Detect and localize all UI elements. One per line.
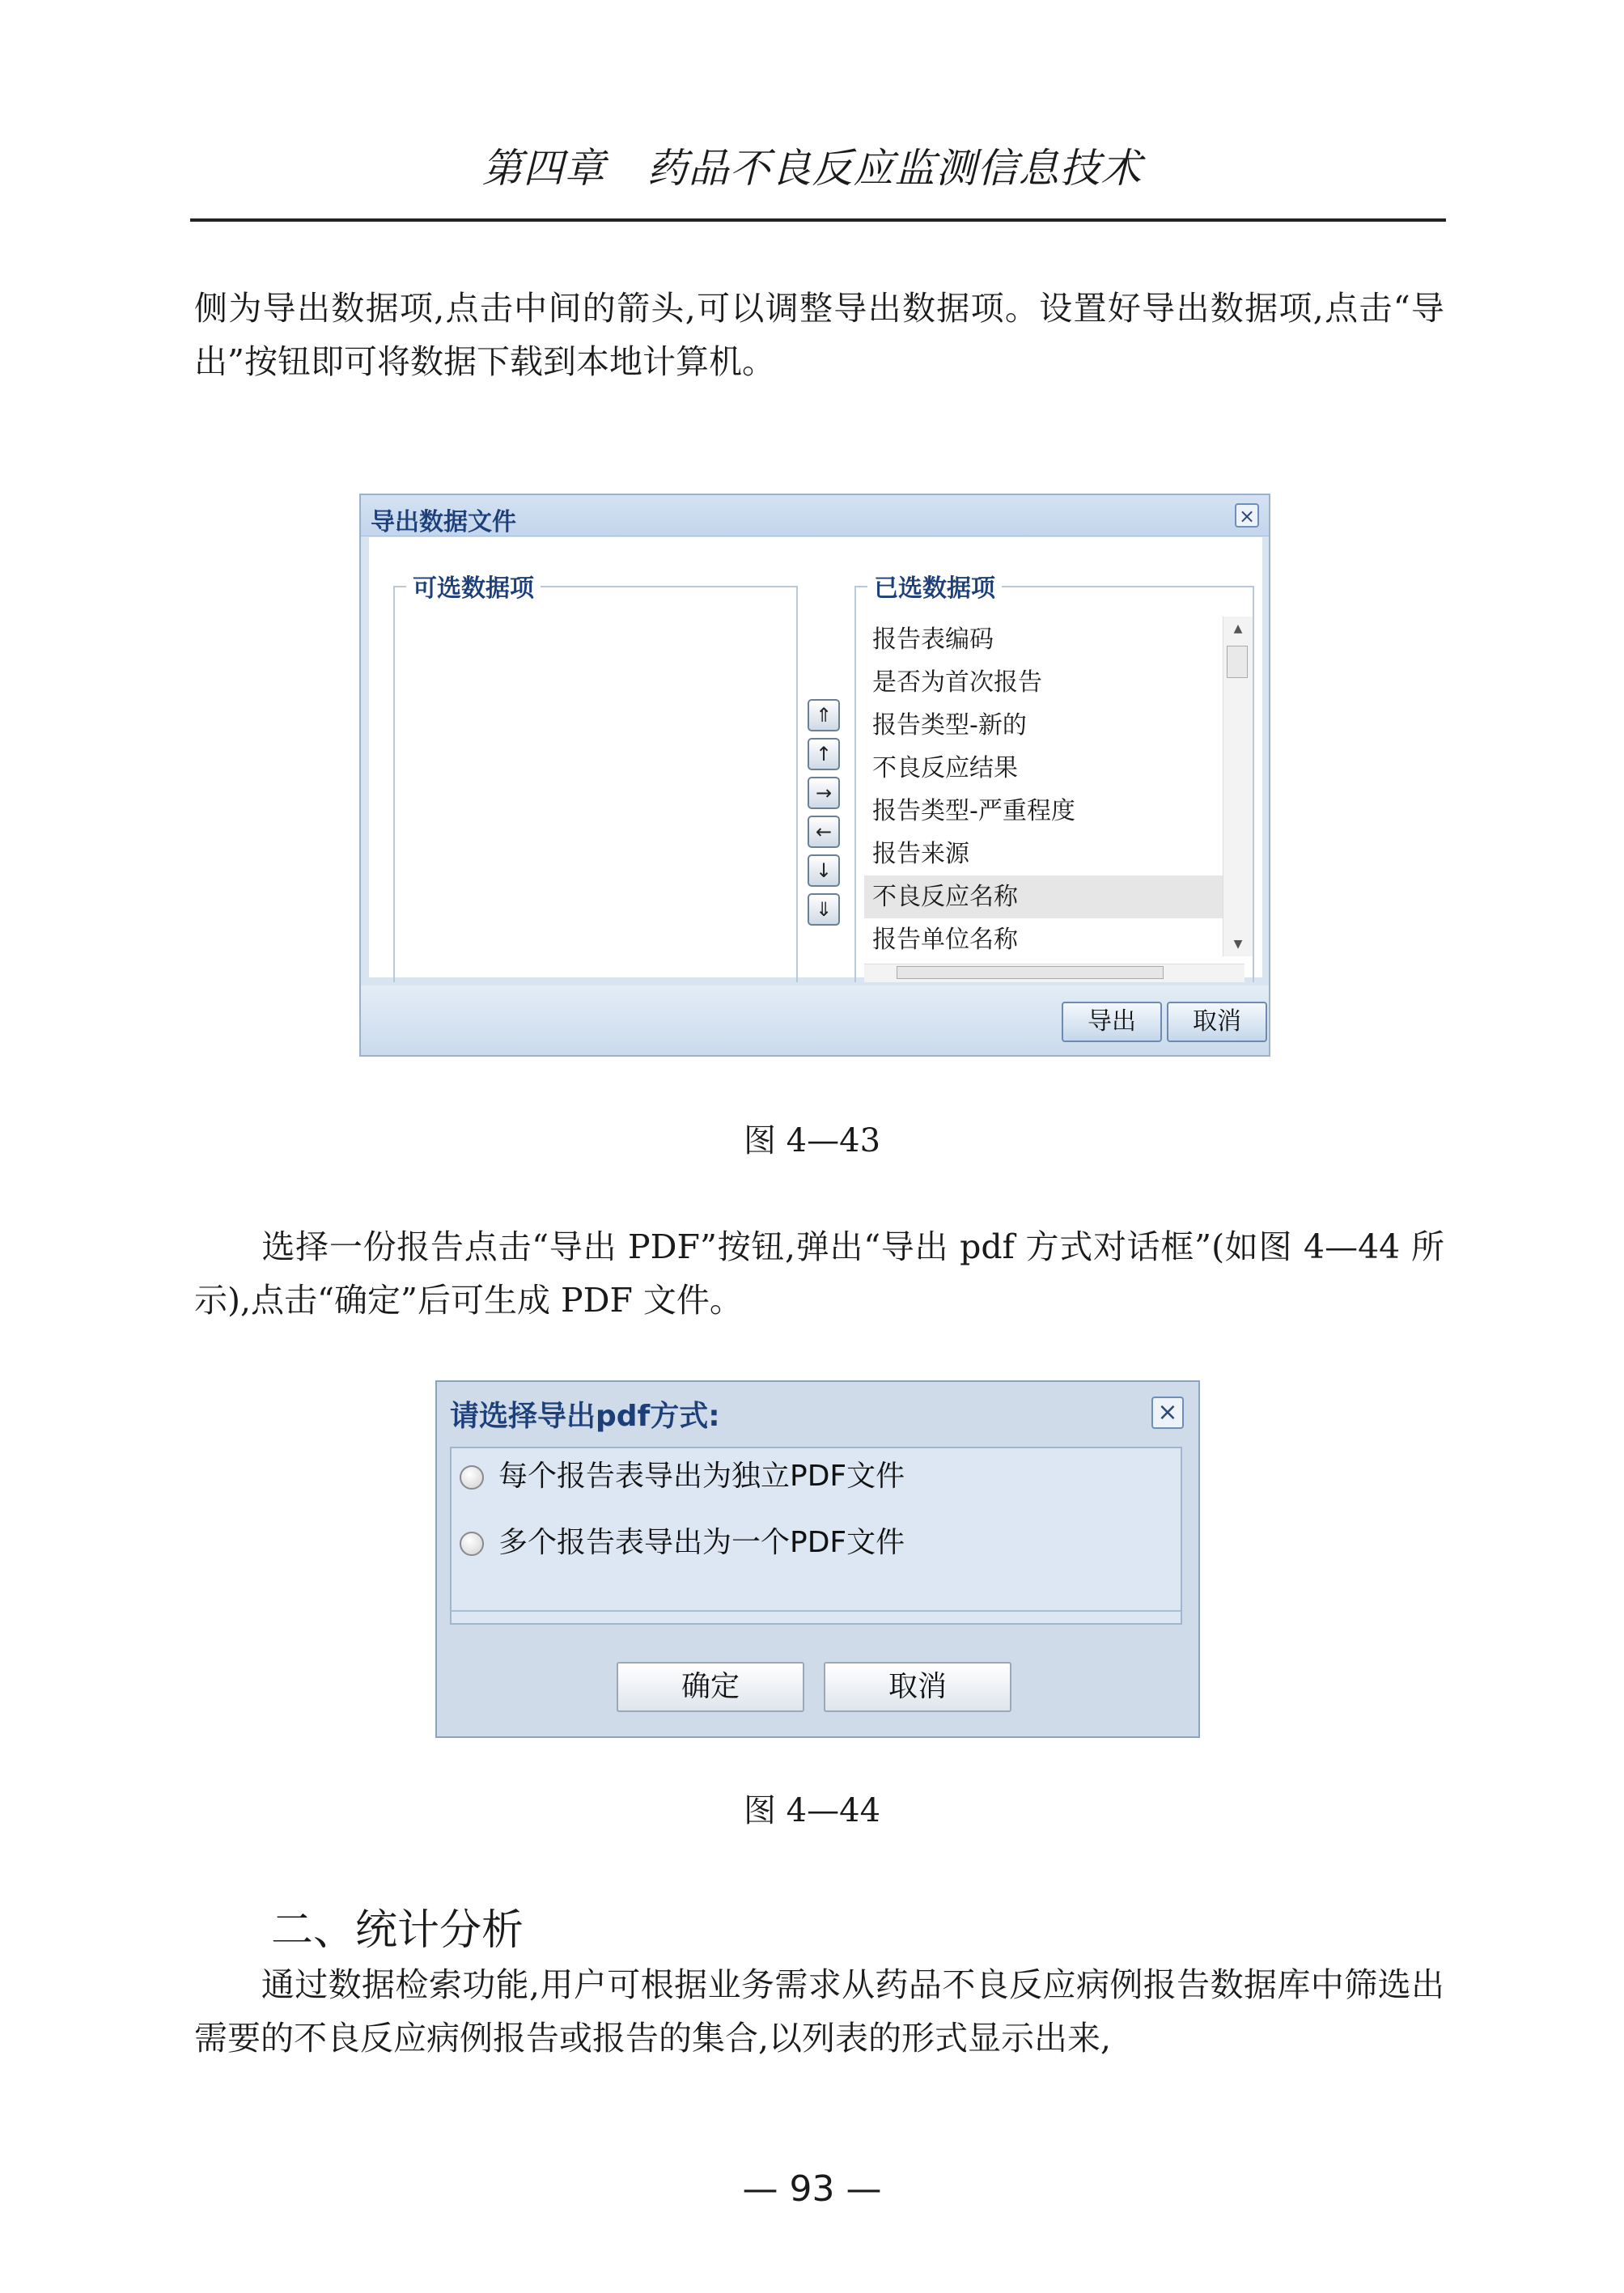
hscroll-thumb[interactable] (897, 966, 1164, 979)
transfer-buttons (808, 699, 843, 932)
list-item[interactable]: 报告来源 (872, 840, 969, 868)
section-heading: 二、统计分析 (271, 1906, 524, 1955)
dialog-footer (361, 985, 1269, 1055)
export-button[interactable]: 导出 (1062, 1002, 1162, 1042)
figure-caption: 图 4—44 (743, 1792, 881, 1829)
dialog-content (369, 537, 1262, 977)
list-item[interactable]: 报告类型-严重程度 (872, 797, 1075, 825)
cancel-button[interactable]: 取消 (1167, 1002, 1267, 1042)
available-fields-group (393, 574, 798, 982)
vertical-scrollbar[interactable] (1223, 617, 1253, 956)
available-fields-legend: 可选数据项 (406, 568, 541, 604)
move-up-icon[interactable]: ↑ (808, 738, 840, 770)
paragraph-statistics: 通过数据检索功能,用户可根据业务需求从药品不良反应病例报告数据库中筛选出需要的不良反应病例报告或报告的集合,以列表的形式显示出来, (194, 1965, 1444, 2058)
cancel-button[interactable]: 取消 (824, 1662, 1011, 1712)
paragraph-pdf-export: 选择一份报告点击“导出 PDF”按钮,弹出“导出 pdf 方式对话框”(如图 4—44 所示),点击“确定”后可生成 PDF 文件。 (194, 1227, 1444, 1320)
list-item[interactable]: 报告表编码 (872, 625, 994, 654)
move-down-icon[interactable]: ↓ (808, 854, 840, 887)
move-bottom-icon[interactable]: ⇓ (808, 893, 840, 926)
radio-option-separate[interactable] (460, 1456, 905, 1497)
radio-label: 多个报告表导出为一个PDF文件 (498, 1526, 905, 1559)
available-fields-list[interactable] (403, 618, 772, 974)
radio-label: 每个报告表导出为独立PDF文件 (498, 1460, 905, 1493)
close-icon[interactable]: × (1151, 1397, 1184, 1429)
list-item[interactable]: 不良反应结果 (872, 754, 1018, 782)
paragraph-intro: 侧为导出数据项,点击中间的箭头,可以调整导出数据项。设置好导出数据项,点击“导出”按钮即可将数据下载到本地计算机。 (194, 289, 1444, 381)
list-item-selected[interactable]: 不良反应名称 (864, 875, 1233, 918)
close-icon[interactable]: × (1235, 503, 1259, 528)
figure-caption: 图 4—43 (743, 1122, 881, 1159)
move-left-icon[interactable]: ← (808, 816, 840, 848)
radio-option-combined[interactable] (460, 1523, 905, 1563)
dialog-title: 导出数据文件 (371, 508, 516, 536)
list-item[interactable]: 报告单位名称 (872, 926, 1018, 954)
dialog-titlebar (361, 495, 1269, 536)
move-top-icon[interactable]: ⇑ (808, 699, 840, 731)
pdf-export-dialog (435, 1380, 1200, 1738)
header-rule (190, 218, 1446, 222)
page-number: — 93 — (742, 2168, 882, 2210)
radio-button-icon[interactable] (460, 1465, 484, 1490)
scroll-up-icon[interactable]: ▲ (1233, 622, 1243, 635)
dialog-title: 请选择导出pdf方式: (450, 1400, 720, 1433)
move-right-icon[interactable]: → (808, 777, 840, 809)
selected-fields-group (854, 574, 1254, 982)
horizontal-scrollbar[interactable] (864, 964, 1245, 982)
chapter-header: 第四章 药品不良反应监测信息技术 (481, 145, 1143, 192)
scroll-thumb[interactable] (1227, 646, 1248, 678)
scroll-down-icon[interactable]: ▼ (1233, 938, 1243, 951)
export-data-dialog (359, 494, 1270, 1057)
ok-button[interactable]: 确定 (617, 1662, 804, 1712)
list-item[interactable]: 是否为首次报告 (872, 668, 1042, 697)
selected-fields-list[interactable] (864, 618, 1233, 974)
radio-button-icon[interactable] (460, 1532, 484, 1556)
list-item[interactable]: 报告类型-新的 (872, 711, 1027, 740)
selected-fields-legend: 已选数据项 (867, 568, 1002, 604)
options-panel (450, 1447, 1182, 1625)
panel-divider (452, 1610, 1181, 1612)
